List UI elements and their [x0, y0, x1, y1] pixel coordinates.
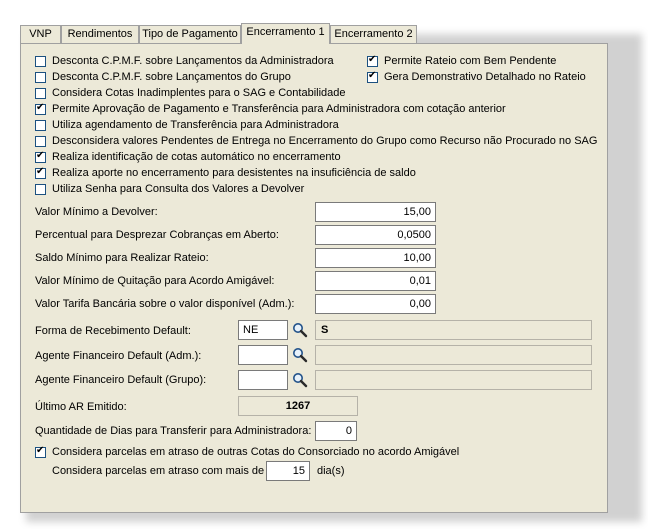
- checkbox-agendamento-transferencia[interactable]: [35, 120, 46, 131]
- checkbox-cotas-inadimplentes[interactable]: [35, 88, 46, 99]
- saldo-minimo-rateio-label: Saldo Mínimo para Realizar Rateio:: [35, 252, 209, 264]
- forma-recebimento-label: Forma de Recebimento Default:: [35, 325, 191, 337]
- tarifa-bancaria-label: Valor Tarifa Bancária sobre o valor disponível (Adm.):: [35, 298, 295, 310]
- checkbox-label: Gera Demonstrativo Detalhado no Rateio: [384, 71, 586, 83]
- checkbox-label: Permite Rateio com Bem Pendente: [384, 55, 557, 67]
- checkbox-desconsidera-pendentes[interactable]: [35, 136, 46, 147]
- forma-recebimento-description: S: [315, 320, 592, 340]
- saldo-minimo-rateio-input[interactable]: 10,00: [315, 248, 436, 268]
- search-icon[interactable]: [292, 322, 308, 338]
- checkbox-demonstrativo-rateio[interactable]: [367, 72, 378, 83]
- tarifa-bancaria-input[interactable]: 0,00: [315, 294, 436, 314]
- agente-grupo-label: Agente Financeiro Default (Grupo):: [35, 374, 207, 386]
- ultimo-ar-value: 1267: [238, 396, 358, 416]
- checkbox-label: Desconta C.P.M.F. sobre Lançamentos do Grupo: [52, 71, 291, 83]
- checkbox-label: Utiliza Senha para Consulta dos Valores a Devolver: [52, 183, 305, 195]
- agente-adm-label: Agente Financeiro Default (Adm.):: [35, 350, 202, 362]
- checkbox-label: Considera parcelas em atraso de outras Cotas do Consorciado no acordo Amigável: [52, 446, 460, 458]
- agente-grupo-description: [315, 370, 592, 390]
- checkbox-senha-consulta[interactable]: [35, 184, 46, 195]
- checkbox-label: Realiza identificação de cotas automático no encerramento: [52, 151, 341, 163]
- parcelas-atraso-label: Considera parcelas em atraso com mais de: [52, 465, 265, 477]
- forma-recebimento-code-input[interactable]: NE: [238, 320, 288, 340]
- tab-encerramento-1[interactable]: Encerramento 1: [241, 23, 330, 44]
- valor-minimo-quitacao-label: Valor Mínimo de Quitação para Acordo Amigável:: [35, 275, 275, 287]
- checkbox-label: Desconta C.P.M.F. sobre Lançamentos da Administradora: [52, 55, 334, 67]
- percentual-desprezar-label: Percentual para Desprezar Cobranças em Aberto:: [35, 229, 279, 241]
- agente-adm-description: [315, 345, 592, 365]
- tab-tipo-pagamento[interactable]: Tipo de Pagamento: [139, 25, 241, 43]
- dias-transferir-input[interactable]: 0: [315, 421, 357, 441]
- valor-minimo-devolver-input[interactable]: 15,00: [315, 202, 436, 222]
- search-icon[interactable]: [292, 372, 308, 388]
- checkbox-cpmf-administradora[interactable]: [35, 56, 46, 67]
- checkbox-cpmf-grupo[interactable]: [35, 72, 46, 83]
- dias-transferir-label: Quantidade de Dias para Transferir para Administradora:: [35, 425, 312, 437]
- valor-minimo-quitacao-input[interactable]: 0,01: [315, 271, 436, 291]
- checkbox-label: Utiliza agendamento de Transferência para Administradora: [52, 119, 339, 131]
- checkbox-aprovacao-pagamento[interactable]: [35, 104, 46, 115]
- checkbox-label: Desconsidera valores Pendentes de Entrega no Encerramento do Grupo como Recurso não Procurado no SAG: [52, 135, 598, 147]
- tab-rendimentos[interactable]: Rendimentos: [61, 25, 139, 43]
- checkbox-identificacao-cotas[interactable]: [35, 152, 46, 163]
- percentual-desprezar-input[interactable]: 0,0500: [315, 225, 436, 245]
- checkbox-considera-parcelas-atraso[interactable]: [35, 447, 46, 458]
- dias-unit-label: dia(s): [317, 465, 345, 477]
- checkbox-label: Permite Aprovação de Pagamento e Transferência para Administradora com cotação anterior: [52, 103, 506, 115]
- tab-encerramento-2[interactable]: Encerramento 2: [330, 25, 417, 43]
- agente-grupo-code-input[interactable]: [238, 370, 288, 390]
- ultimo-ar-label: Último AR Emitido:: [35, 401, 127, 413]
- search-icon[interactable]: [292, 347, 308, 363]
- tab-vnp[interactable]: VNP: [20, 25, 61, 43]
- checkbox-aporte-encerramento[interactable]: [35, 168, 46, 179]
- checkbox-label: Considera Cotas Inadimplentes para o SAG e Contabilidade: [52, 87, 346, 99]
- tab-panel: [20, 43, 608, 513]
- checkbox-label: Realiza aporte no encerramento para desistentes na insuficiência de saldo: [52, 167, 416, 179]
- parcelas-atraso-dias-input[interactable]: 15: [266, 461, 310, 481]
- valor-minimo-devolver-label: Valor Mínimo a Devolver:: [35, 206, 158, 218]
- checkbox-rateio-bem-pendente[interactable]: [367, 56, 378, 67]
- agente-adm-code-input[interactable]: [238, 345, 288, 365]
